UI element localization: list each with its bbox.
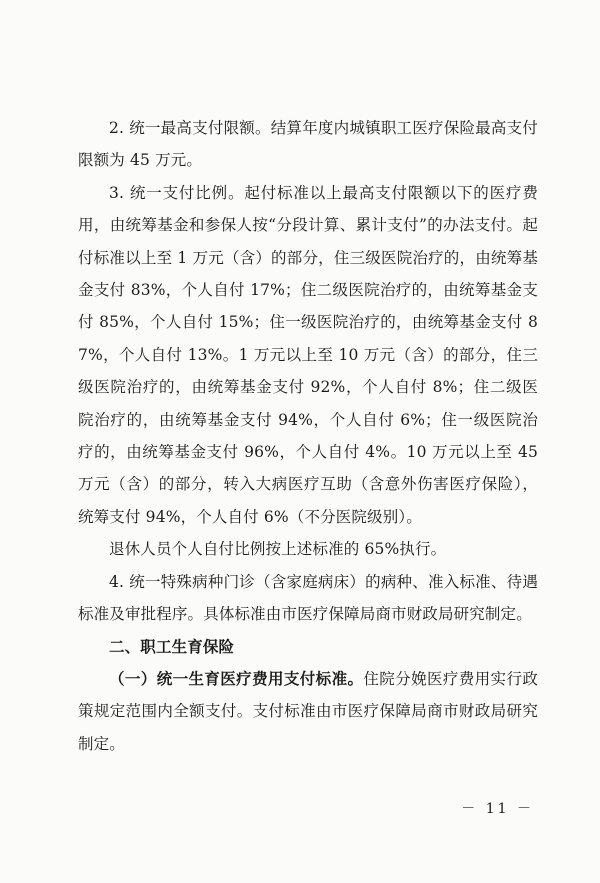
document-body bbox=[78, 112, 538, 760]
paragraph-retiree-ratio: 退休人员个人自付比例按上述标准的 65%执行。 bbox=[109, 540, 447, 559]
paragraph-max-payment-limit: 2. 统一最高支付限额。结算年度内城镇职工医疗保险最高支付限额为 45 万元。 bbox=[78, 119, 538, 170]
paragraph-lead: （一）统一生育医疗费用支付标准。 bbox=[109, 669, 364, 688]
paragraph-maternity-payment-standard bbox=[78, 663, 538, 760]
paragraph-text: 住院分娩医疗费用实行政策规定范围内全额支付。支付标准由市医疗保障局商市财政局研究制定。 bbox=[78, 669, 539, 753]
paragraph-special-disease-outpatient: 4. 统一特殊病种门诊（含家庭病床）的病种、准入标准、待遇标准及审批程序。具体标准由市医疗保障局商市财政局研究制定。 bbox=[78, 572, 538, 624]
section-heading-maternity-insurance: 二、职工生育保险 bbox=[109, 637, 235, 656]
paragraph-payment-ratio: 3. 统一支付比例。起付标准以上最高支付限额以下的医疗费用，由统筹基金和参保人按“分段计算、累计支付”的办法支付。起付标准以上至 1 万元（含）的部分，住三级医院治疗的，由统筹基金支付 83%，个人自付 17%；住二级医院治疗的，由统筹基金支付 85%，个人自付 15%；住一级医院治疗的，由统筹基金支付 87%，个人自付 13%。1 万元以上至 10 万元（含）的部分，住三级医院治疗的，由统筹基金支付 92%，个人自付 8%；住二级医院治疗的，由统筹基金支付 94%，个人自付 6%；住一级医院治疗的，由统筹基金支付 96%，个人自付 4%。10 万元以上至 45 万元（含）的部分，转入大病医疗互助（含意外伤害医疗保险），统筹支付 94%，个人自付 6%（不分医院级别）。 bbox=[78, 183, 538, 526]
page-number: － 11 － bbox=[461, 801, 534, 817]
